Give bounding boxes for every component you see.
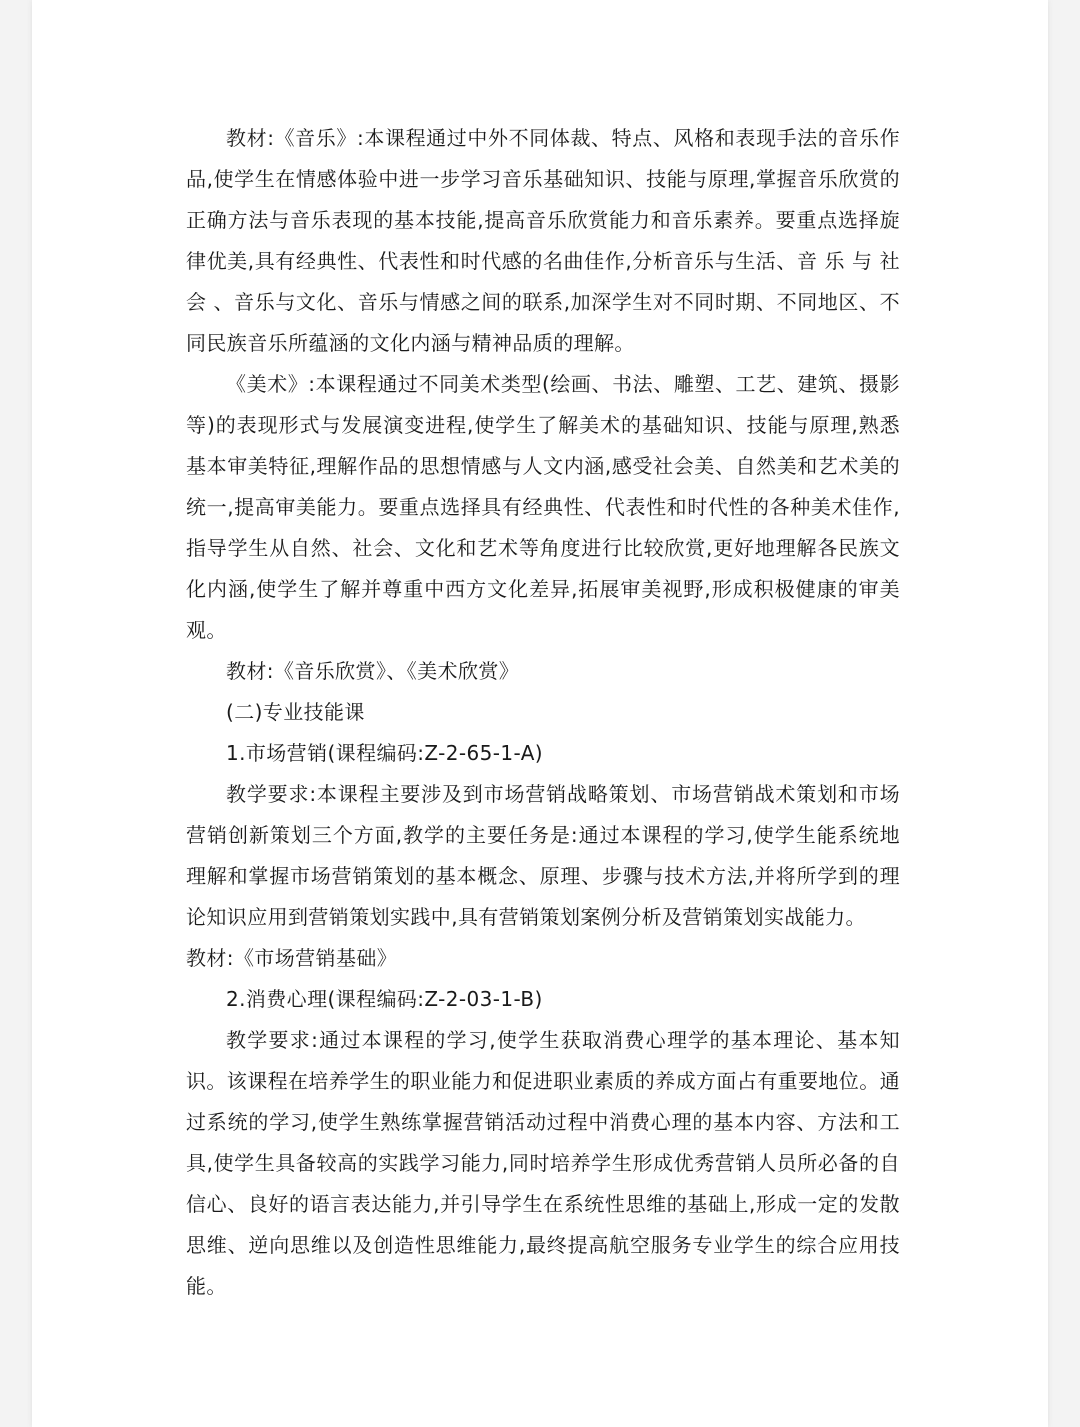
paragraph-textbooks: 教材:《音乐欣赏》、《美术欣赏》 xyxy=(226,659,520,683)
paragraph-fine-arts: 《美术》:本课程通过不同美术类型(绘画、书法、雕塑、工艺、建筑、摄影等)的表现形式与发展演变进程,使学生了解美术的基础知识、技能与原理,熟悉基本审美特征,理解作品的思想情感与人文内涵,感受社会美、自然美和艺术美的统一,提高审美能力。要重点选择具有经典性、代表性和时代性的各种美术佳作,指导学生从自然、社会、文化和艺术等角度进行比较欣赏,更好地理解各民族文化内涵,使学生了解并尊重中西方文化差异,拓展审美视野,形成积极健康的审美观。 xyxy=(186,372,900,642)
paragraph-consumer-psychology-requirements: 教学要求:通过本课程的学习,使学生获取消费心理学的基本理论、基本知识。该课程在培养学生的职业能力和促进职业素质的养成方面占有重要地位。通过系统的学习,使学生熟练掌握营销活动过程中消费心理的基本内容、方法和工具,使学生具备较高的实践学习能力,同时培养学生形成优秀营销人员所必备的自信心、良好的语言表达能力,并引导学生在系统性思维的基础上,形成一定的发散思维、逆向思维以及创造性思维能力,最终提高航空服务专业学生的综合应用技能。 xyxy=(186,1028,900,1298)
paragraph-music: 教材:《音乐》:本课程通过中外不同体裁、特点、风格和表现手法的音乐作品,使学生在情感体验中进一步学习音乐基础知识、技能与原理,掌握音乐欣赏的正确方法与音乐表现的基本技能,提高音乐欣赏能力和音乐素养。要重点选择旋律优美,具有经典性、代表性和时代感的名曲佳作,分析音乐与生活、音 乐 与 社 会 、音乐与文化、音乐与情感之间的联系,加深学生对不同时期、不同地区、不同民族音乐所蕴涵的文化内涵与精神品质的理解。 xyxy=(186,126,900,355)
course-heading-consumer-psychology: 2.消费心理(课程编码:Z-2-03-1-B) xyxy=(226,987,543,1011)
section-heading-professional-skills: (二)专业技能课 xyxy=(226,700,365,724)
course-heading-marketing: 1.市场营销(课程编码:Z-2-65-1-A) xyxy=(226,741,543,765)
paragraph-marketing-requirements: 教学要求:本课程主要涉及到市场营销战略策划、市场营销战术策划和市场营销创新策划三个方面,教学的主要任务是:通过本课程的学习,使学生能系统地理解和掌握市场营销策划的基本概念、原理、步骤与技术方法,并将所学到的理论知识应用到营销策划实践中,具有营销策划案例分析及营销策划实战能力。 xyxy=(186,782,900,929)
document-body xyxy=(186,118,900,1307)
document-page xyxy=(32,0,1048,1427)
paragraph-marketing-textbook: 教材:《市场营销基础》 xyxy=(186,946,398,970)
